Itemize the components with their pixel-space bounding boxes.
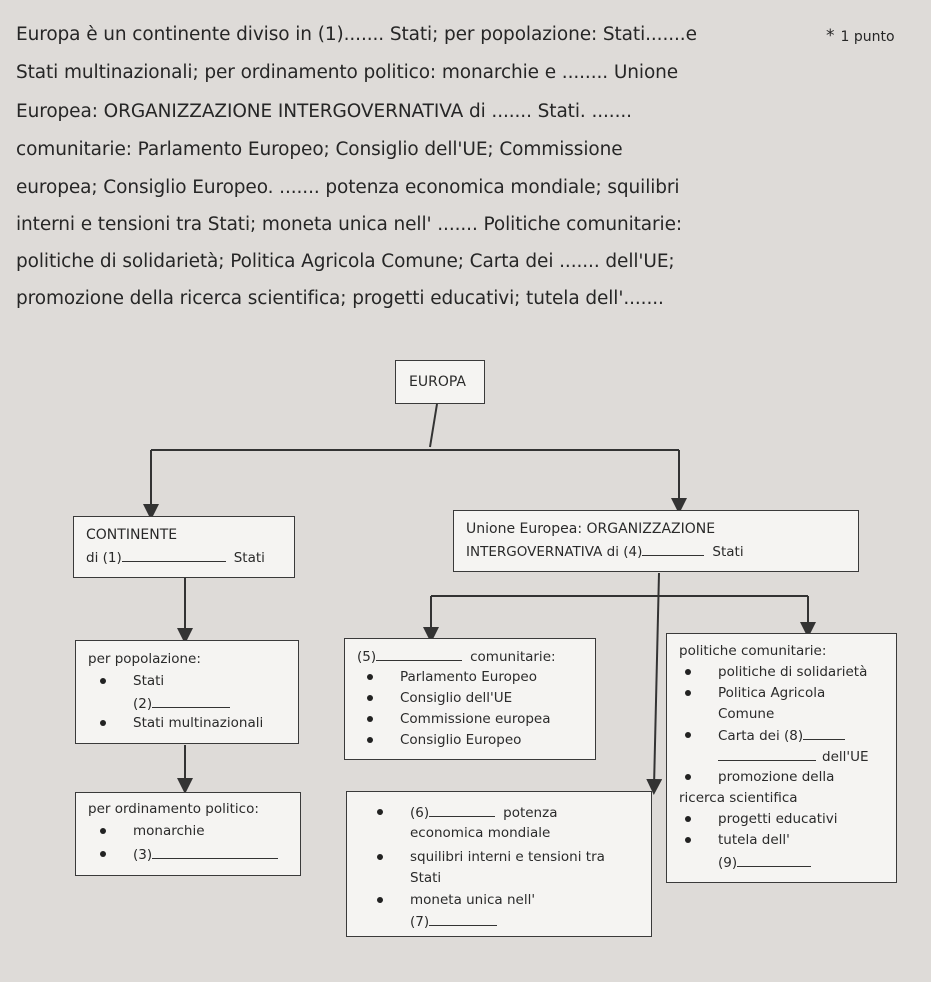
- question-line-8: promozione della ricerca scientifica; progetti educativi; tutela dell'.......: [16, 288, 664, 309]
- comunitarie-item-consiglio-ue: Consiglio dell'UE: [400, 688, 512, 709]
- unione-box: [453, 510, 859, 572]
- comunitarie-item-commissione: Commissione europea: [400, 709, 551, 730]
- blank-9-field[interactable]: [737, 852, 811, 867]
- question-line-4: comunitarie: Parlamento Europeo; Consiglio dell'UE; Commissione: [16, 139, 623, 160]
- blank-2-field[interactable]: [152, 693, 230, 708]
- blank-3-field[interactable]: [152, 844, 278, 859]
- popolazione-box: [75, 640, 299, 744]
- politiche-box: [666, 633, 897, 883]
- politiche-item-carta-cont: [718, 746, 869, 768]
- economia-item-moneta: moneta unica nell': [410, 890, 535, 911]
- economia-potenza-label: potenza: [503, 805, 558, 821]
- blank-8-field[interactable]: [803, 725, 845, 740]
- points-label: 1 punto: [840, 29, 895, 45]
- politiche-item-carta: [718, 725, 845, 747]
- economia-item-potenza-cont: economica mondiale: [410, 825, 551, 841]
- blank-7-label: (7): [410, 914, 430, 930]
- question-line-7: politiche di solidarietà; Politica Agricola Comune; Carta dei ....... dell'UE;: [16, 251, 675, 272]
- unione-count: [466, 541, 744, 563]
- blank-5-label: (5): [357, 649, 377, 665]
- politiche-item-pac: Politica Agricola: [718, 683, 825, 704]
- popolazione-heading: per popolazione:: [88, 651, 201, 667]
- blank-8-label: Carta dei (8): [718, 728, 804, 744]
- required-star-icon: *: [826, 26, 835, 46]
- politiche-item-tutela: tutela dell': [718, 830, 790, 851]
- blank-8-field-cont[interactable]: [718, 746, 816, 761]
- carta-dell-ue: dell'UE: [822, 749, 869, 765]
- continente-stati: Stati: [233, 550, 265, 566]
- politiche-item-progetti: progetti educativi: [718, 809, 838, 830]
- economia-item-moneta-cont: [410, 911, 497, 933]
- arrow-to-economia: [654, 573, 659, 787]
- question-line-1: Europa è un continente diviso in (1)....... Stati; per popolazione: Stati.......e: [16, 24, 697, 45]
- politiche-item-pac-cont: Comune: [718, 706, 775, 722]
- blank-5-field[interactable]: [376, 646, 462, 661]
- unione-stati: Stati: [712, 544, 744, 560]
- popolazione-item-multinazionali: Stati multinazionali: [133, 713, 263, 734]
- blank-4-label: INTERGOVERNATIVA di (4): [466, 544, 643, 560]
- unione-title: Unione Europea: ORGANIZZAZIONE: [466, 521, 716, 537]
- europa-root-box: [395, 360, 485, 404]
- politiche-heading: politiche comunitarie:: [679, 643, 827, 659]
- europa-label: EUROPA: [409, 374, 466, 390]
- blank-4-field[interactable]: [642, 541, 704, 556]
- blank-6-label: (6): [410, 805, 430, 821]
- popolazione-blank-2: [133, 693, 230, 715]
- politiche-item-solidarieta: politiche di solidarietà: [718, 662, 867, 683]
- ordinamento-item-monarchie: monarchie: [133, 821, 205, 842]
- politiche-item-tutela-cont: [718, 852, 811, 874]
- economia-box: [346, 791, 652, 937]
- comunitarie-label: comunitarie:: [470, 649, 556, 665]
- ordinamento-box: [75, 792, 301, 876]
- popolazione-item-stati: Stati: [133, 671, 164, 692]
- question-line-3: Europea: ORGANIZZAZIONE INTERGOVERNATIVA di ....... Stati. .......: [16, 101, 632, 122]
- blank-3-label: (3): [133, 847, 153, 863]
- blank-1-label: di (1): [86, 550, 122, 566]
- economia-item-potenza: [410, 802, 557, 824]
- politiche-item-ricerca: promozione della: [718, 767, 834, 788]
- ordinamento-heading: per ordinamento politico:: [88, 801, 259, 817]
- economia-item-squilibri-cont: Stati: [410, 870, 442, 886]
- question-line-5: europea; Consiglio Europeo. ....... potenza economica mondiale; squilibri: [16, 177, 680, 198]
- continente-title: CONTINENTE: [86, 527, 178, 543]
- question-line-6: interni e tensioni tra Stati; moneta unica nell' ....... Politiche comunitarie:: [16, 214, 683, 235]
- continente-count: [86, 547, 265, 569]
- blank-9-label: (9): [718, 855, 738, 871]
- comunitarie-item-parlamento: Parlamento Europeo: [400, 667, 537, 688]
- comunitarie-item-consiglio-europeo: Consiglio Europeo: [400, 730, 521, 751]
- question-line-2: Stati multinazionali; per ordinamento politico: monarchie e ........ Unione: [16, 62, 679, 83]
- blank-2-label: (2): [133, 696, 153, 712]
- connector-root: [430, 404, 437, 447]
- economia-item-squilibri: squilibri interni e tensioni tra: [410, 847, 605, 868]
- politiche-item-ricerca-cont: ricerca scientifica: [679, 790, 798, 806]
- comunitarie-heading: [357, 646, 556, 668]
- blank-6-field[interactable]: [429, 802, 495, 817]
- ordinamento-item-blank-3: [133, 844, 278, 866]
- continente-box: [73, 516, 295, 578]
- blank-7-field[interactable]: [429, 911, 497, 926]
- comunitarie-box: [344, 638, 596, 760]
- blank-1-field[interactable]: [122, 547, 226, 562]
